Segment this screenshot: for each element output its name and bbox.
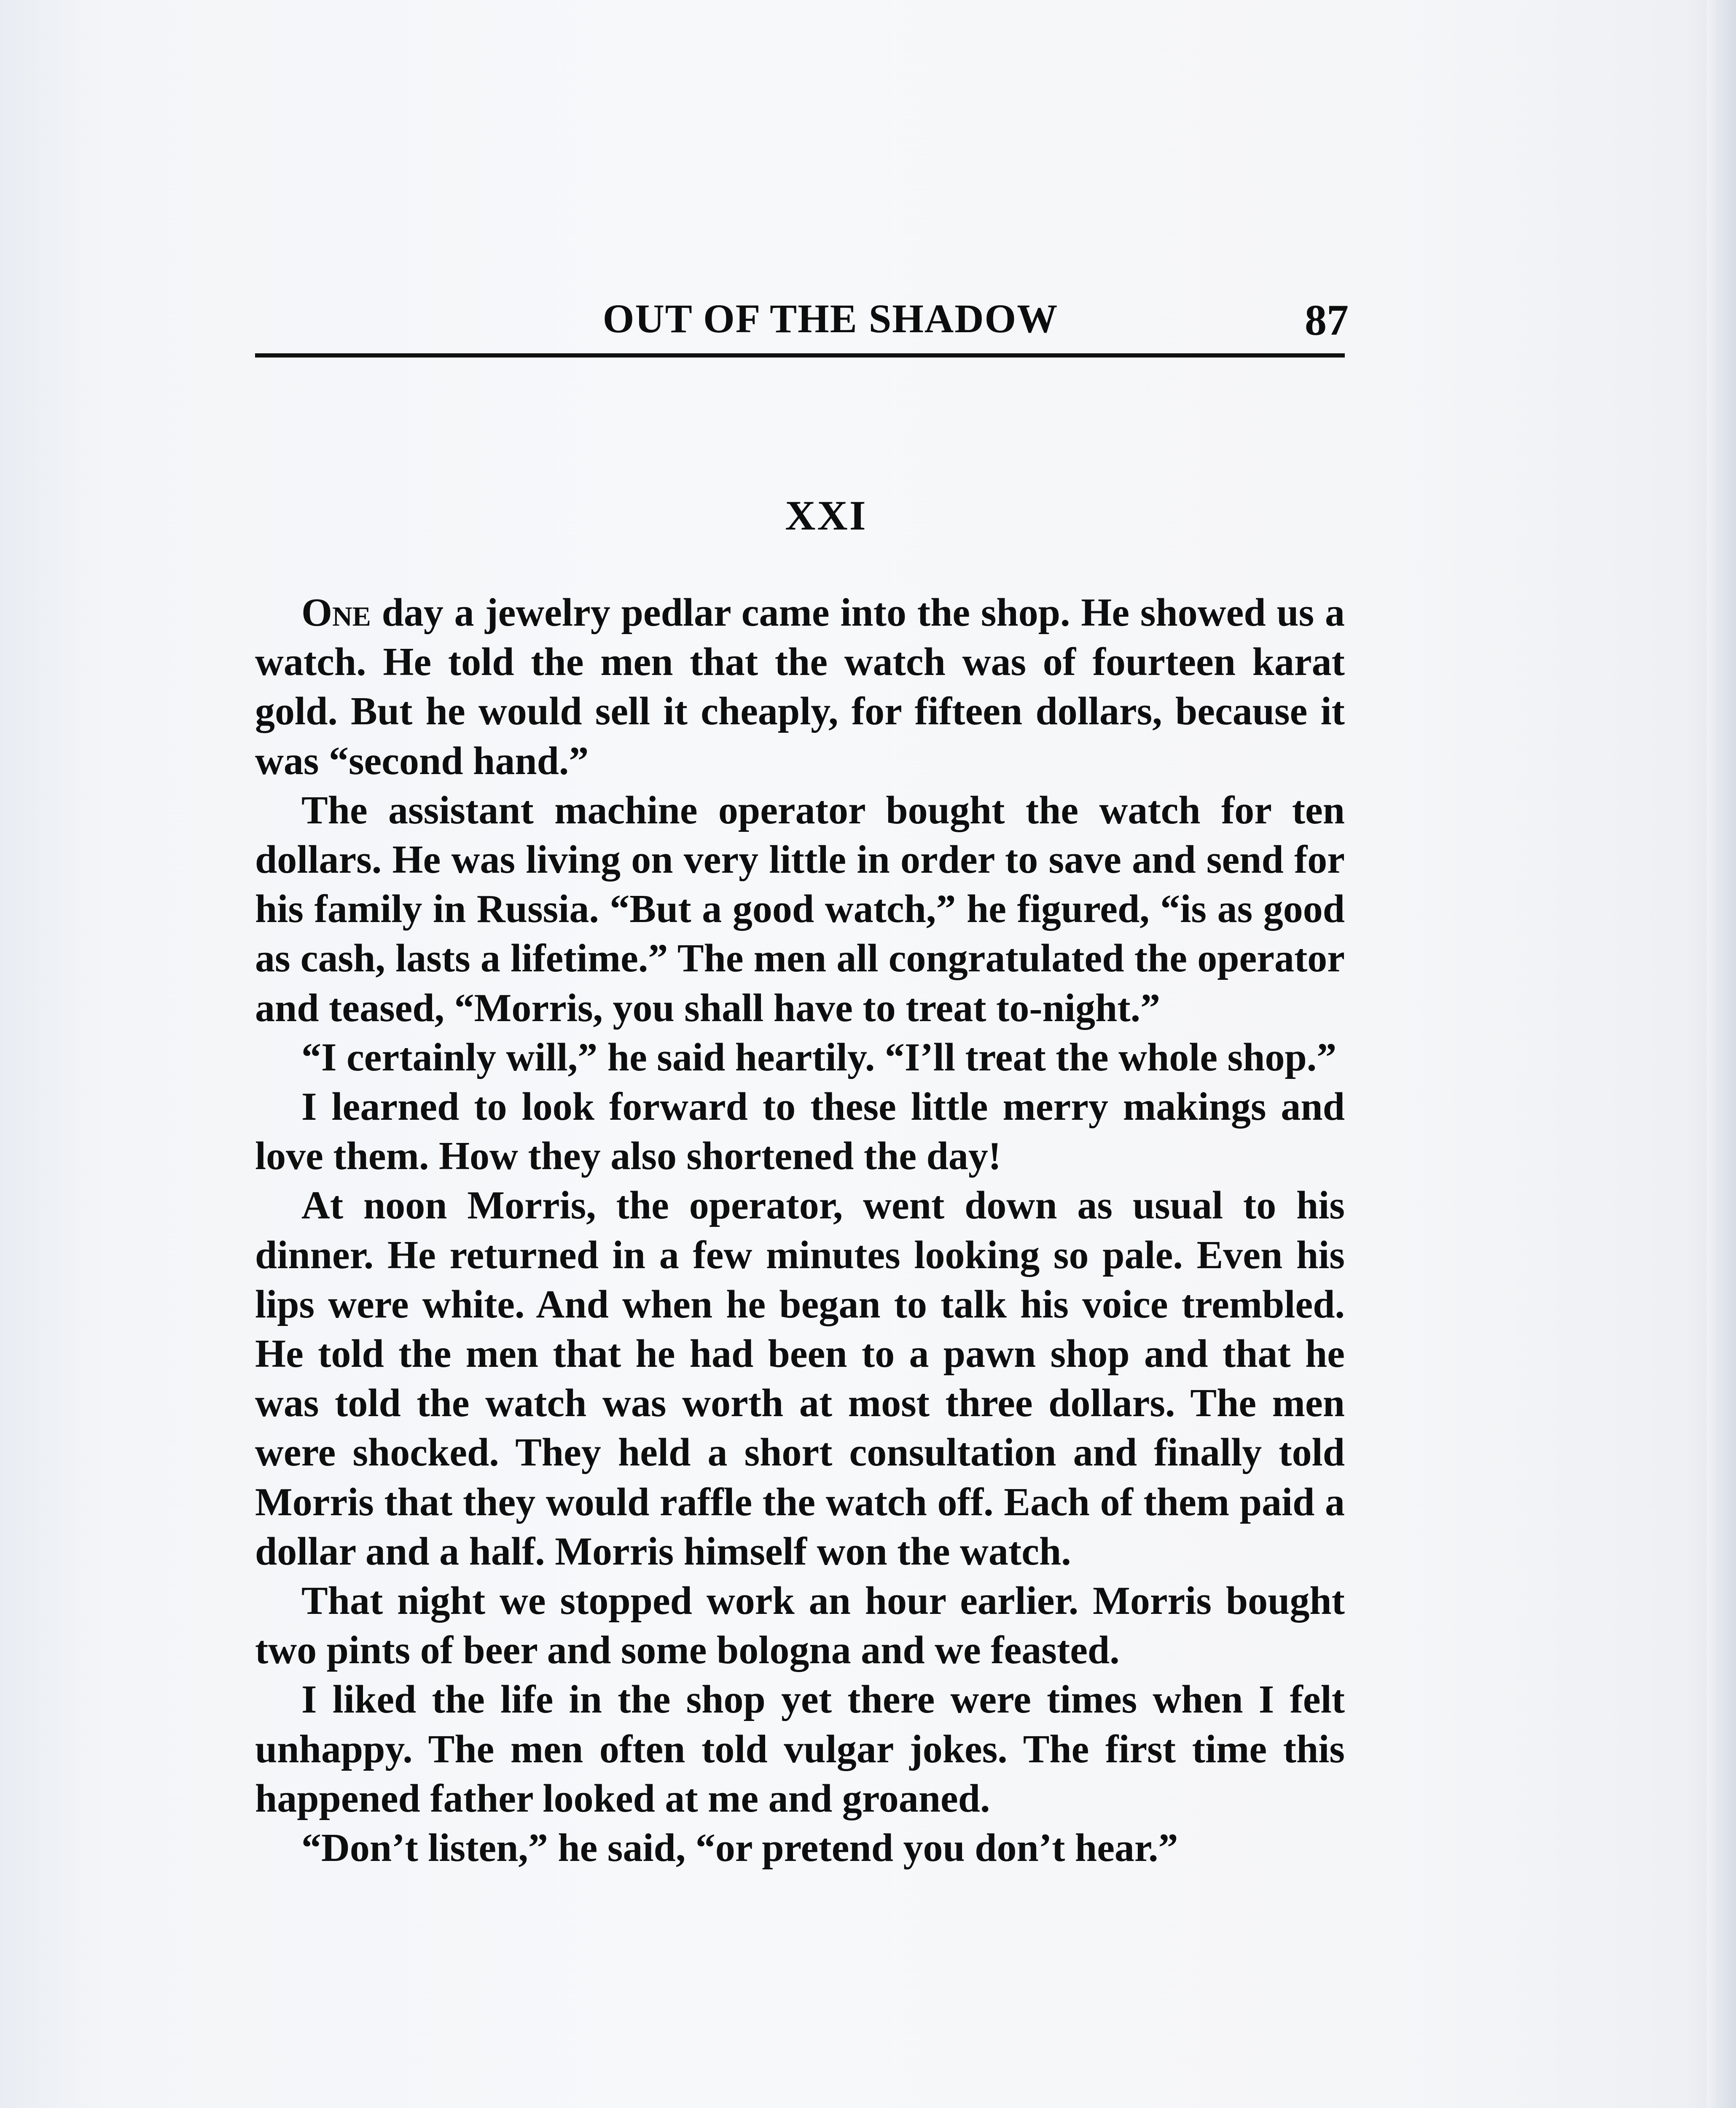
facing-page-edge: [1706, 0, 1736, 2108]
paragraph: [255, 1823, 1345, 1873]
paragraph: [255, 1675, 1345, 1823]
running-title: OUT OF THE SHADOW: [602, 296, 1059, 341]
paragraph: [255, 1181, 1345, 1576]
paragraph: [255, 588, 1345, 786]
paragraph-text: “Don’t listen,” he said, “or pretend you don’t hear.”: [301, 1826, 1178, 1870]
header-rule: [255, 353, 1345, 358]
paragraph-text: At noon Morris, the operator, went down as usual to his dinner. He returned in a few minutes looking so pale. Even his lips were white. And when he began to talk his voice trembled. He told the men that he had been to a pawn shop and that he was told the watch was worth at most three dollars. The men were shocked. They held a short consultation and finally told Morris that they would raffle the watch off. Each of them paid a dollar and a half. Morris himself won the watch.: [255, 1183, 1345, 1573]
chapter-heading: XXI: [785, 492, 868, 539]
paragraph-text: The assistant machine operator bought the watch for ten dollars. He was living on very little in order to save and send for his family in Russia. “But a good watch,” he figured, “is as good as cash, lasts a lifetime.” The men all congratulated the operator and teased, “Morris, you shall have to treat to-night.”: [255, 788, 1345, 1030]
page-number: 87: [1305, 296, 1349, 344]
paragraph-text: I liked the life in the shop yet there were times when I felt unhappy. The men often told vulgar jokes. The first time this happened father looked at me and groaned.: [255, 1678, 1345, 1820]
running-header: [255, 295, 1349, 350]
paragraph-lead: One: [301, 591, 371, 635]
paragraph-text: day a jewelry pedlar came into the shop. He showed us a watch. He told the men that the watch was of fourteen karat gold. But he would sell it cheaply, for fifteen dollars, because it was “second hand.”: [255, 591, 1345, 783]
paragraph: [255, 1082, 1345, 1181]
paragraph: [255, 1033, 1345, 1082]
paragraph-text: I learned to look forward to these little merry makings and love them. How they also shortened the day!: [255, 1085, 1345, 1178]
body-text: [255, 588, 1345, 1873]
paragraph-text: “I certainly will,” he said heartily. “I’ll treat the whole shop.”: [301, 1035, 1337, 1079]
paragraph: [255, 786, 1345, 1033]
paragraph-text: That night we stopped work an hour earlier. Morris bought two pints of beer and some bologna and we feasted.: [255, 1579, 1345, 1672]
paragraph: [255, 1576, 1345, 1675]
